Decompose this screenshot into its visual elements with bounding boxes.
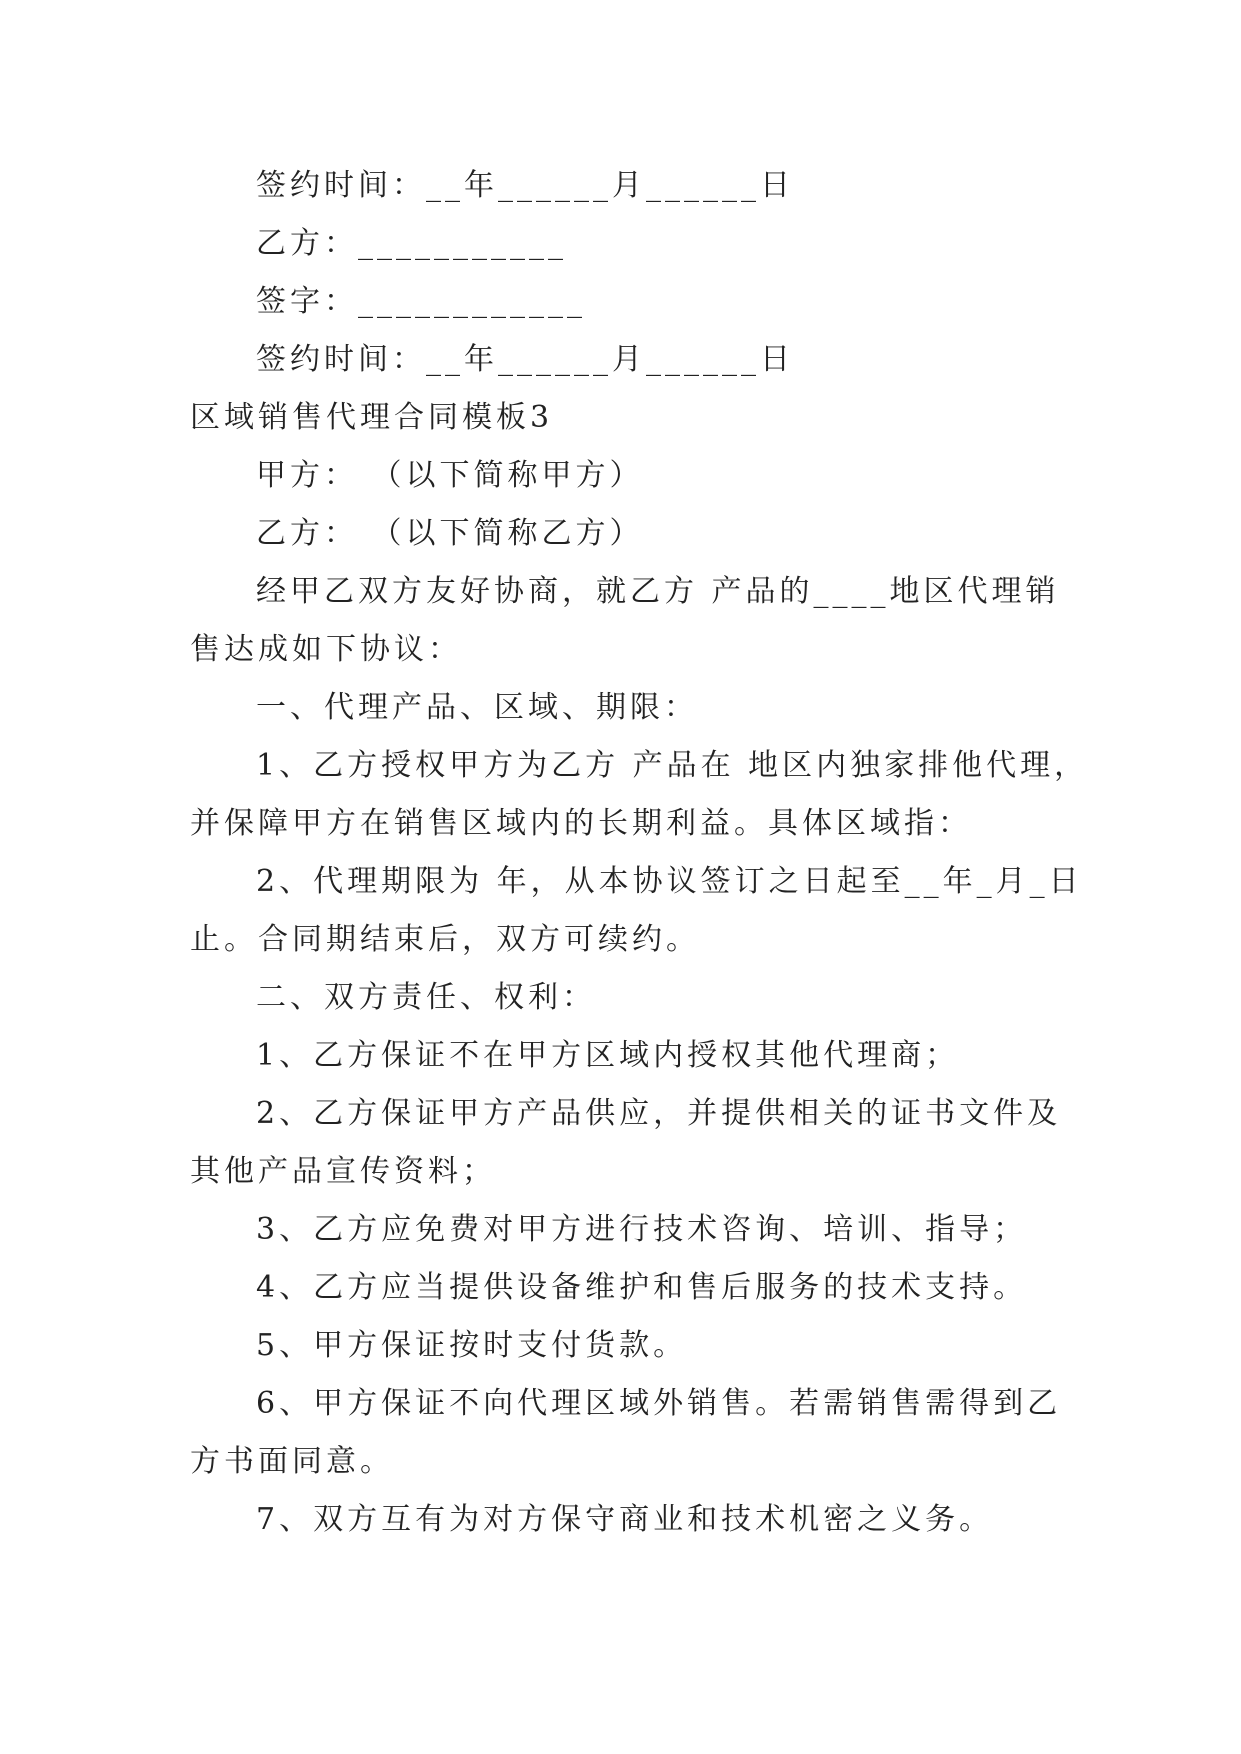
- clause-1-2-line-2: 止。合同期结束后，双方可续约。: [190, 922, 700, 957]
- clause-2-5: 5、甲方保证按时支付货款。: [256, 1328, 688, 1363]
- clause-1-1-line-1: 1、乙方授权甲方为乙方 产品在 地区内独家排他代理，: [256, 748, 1089, 783]
- party-b-definition: 乙方： （以下简称乙方）: [256, 516, 644, 551]
- clause-1-2-line-1: 2、代理期限为 年，从本协议签订之日起至__年_月_日: [256, 864, 1083, 899]
- section-heading-2: 二、双方责任、权利：: [256, 980, 596, 1015]
- sign-date-line-2: 签约时间：__年______月______日: [256, 342, 794, 377]
- preamble-line-1: 经甲乙双方友好协商，就乙方 产品的____地区代理销: [256, 574, 1060, 609]
- sign-date-line-1: 签约时间：__年______月______日: [256, 168, 794, 203]
- clause-2-3: 3、乙方应免费对甲方进行技术咨询、培训、指导；: [256, 1212, 1028, 1247]
- clause-2-6-line-1: 6、甲方保证不向代理区域外销售。若需销售需得到乙: [256, 1386, 1062, 1421]
- clause-2-7: 7、双方互有为对方保守商业和技术机密之义务。: [256, 1502, 994, 1537]
- clause-2-4: 4、乙方应当提供设备维护和售后服务的技术支持。: [256, 1270, 1028, 1305]
- clause-2-2-line-2: 其他产品宣传资料；: [190, 1154, 496, 1189]
- clause-2-2-line-1: 2、乙方保证甲方产品供应，并提供相关的证书文件及: [256, 1096, 1062, 1131]
- preamble-line-2: 售达成如下协议：: [190, 632, 462, 667]
- party-a-definition: 甲方： （以下简称甲方）: [256, 458, 644, 493]
- section-heading-1: 一、代理产品、区域、期限：: [256, 690, 698, 725]
- clause-1-1-line-2: 并保障甲方在销售区域内的长期利益。具体区域指：: [190, 806, 972, 841]
- signature-line: 签字：____________: [256, 284, 586, 319]
- clause-2-1: 1、乙方保证不在甲方区域内授权其他代理商；: [256, 1038, 960, 1073]
- party-b-line: 乙方：___________: [256, 226, 567, 261]
- clause-2-6-line-2: 方书面同意。: [190, 1444, 394, 1479]
- contract-title: 区域销售代理合同模板3: [190, 400, 554, 435]
